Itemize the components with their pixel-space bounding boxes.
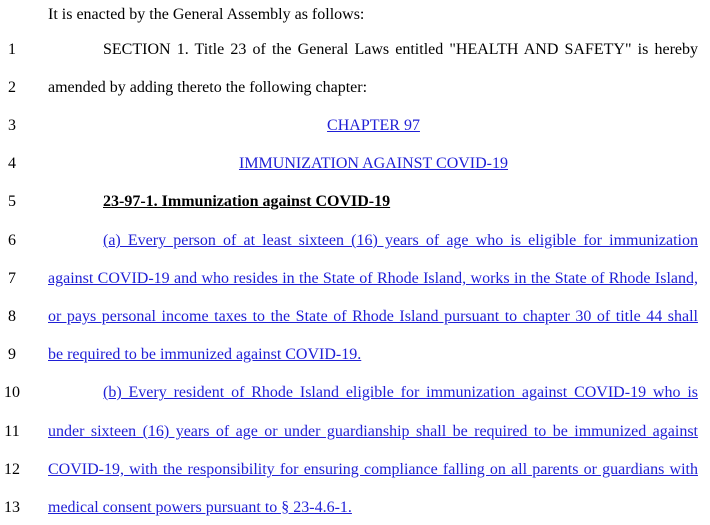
line-number: 2	[8, 79, 16, 96]
section-1-intro: SECTION 1. Title 23 of the General Laws entitled "HEALTH AND SAFETY" is hereby	[103, 41, 698, 58]
chapter-number: CHAPTER 97	[327, 117, 420, 134]
bill-line-10	[0, 381, 710, 405]
bill-line-2	[0, 76, 710, 100]
enacting-clause: It is enacted by the General Assembly as follows:	[48, 6, 365, 23]
subsection-a-text: or pays personal income taxes to the State of Rhode Island pursuant to chapter 30 of title 44 shall	[48, 308, 698, 325]
line-number: 8	[8, 308, 16, 325]
bill-line-9	[0, 343, 710, 367]
bill-line-1	[0, 38, 710, 62]
line-number: 5	[8, 193, 16, 210]
subsection-b-text: COVID-19, with the responsibility for ensuring compliance falling on all parents or guardians with	[48, 461, 698, 478]
chapter-title: IMMUNIZATION AGAINST COVID-19	[238, 155, 509, 172]
bill-line-6	[0, 229, 710, 253]
line-number: 11	[4, 423, 20, 440]
subsection-a-text: (a) Every person of at least sixteen (16) years of age who is eligible for immunization	[103, 232, 698, 249]
line-number: 1	[8, 41, 16, 58]
subsection-b-text: medical consent powers pursuant to § 23-4.6-1.	[48, 499, 352, 516]
subsection-a-text: against COVID-19 and who resides in the State of Rhode Island, works in the State of Rhode Island,	[48, 270, 698, 287]
subsection-b-end-wrap	[48, 496, 698, 520]
subsection-a-end-wrap	[48, 343, 698, 367]
section-heading: 23-97-1. Immunization against COVID-19	[103, 193, 391, 210]
bill-line-11	[0, 420, 710, 444]
bill-line-5	[0, 190, 710, 214]
line-number: 9	[8, 346, 16, 363]
subsection-b-text: (b) Every resident of Rhode Island eligible for immunization against COVID-19 who is	[103, 384, 698, 401]
bill-line-12	[0, 458, 710, 482]
line-number: 12	[4, 461, 20, 478]
line-number: 13	[4, 499, 20, 516]
line-number: 10	[4, 384, 20, 401]
subsection-b-text: under sixteen (16) years of age or under guardianship shall be required to be immunized against	[48, 423, 698, 440]
section-1-continuation: amended by adding thereto the following chapter:	[48, 79, 368, 96]
enacting-clause-line	[0, 3, 710, 27]
bill-line-7	[0, 267, 710, 291]
subsection-a-text: be required to be immunized against COVID-19.	[48, 346, 362, 363]
bill-line-3	[0, 114, 710, 138]
line-number: 3	[8, 117, 16, 134]
bill-line-8	[0, 305, 710, 329]
section-heading-wrap	[103, 190, 698, 214]
line-number: 4	[8, 155, 16, 172]
chapter-title-wrap	[0, 152, 710, 176]
bill-line-13	[0, 496, 710, 520]
line-number: 6	[8, 232, 16, 249]
bill-line-4	[0, 152, 710, 176]
line-number: 7	[8, 270, 16, 287]
chapter-number-wrap	[0, 114, 710, 138]
